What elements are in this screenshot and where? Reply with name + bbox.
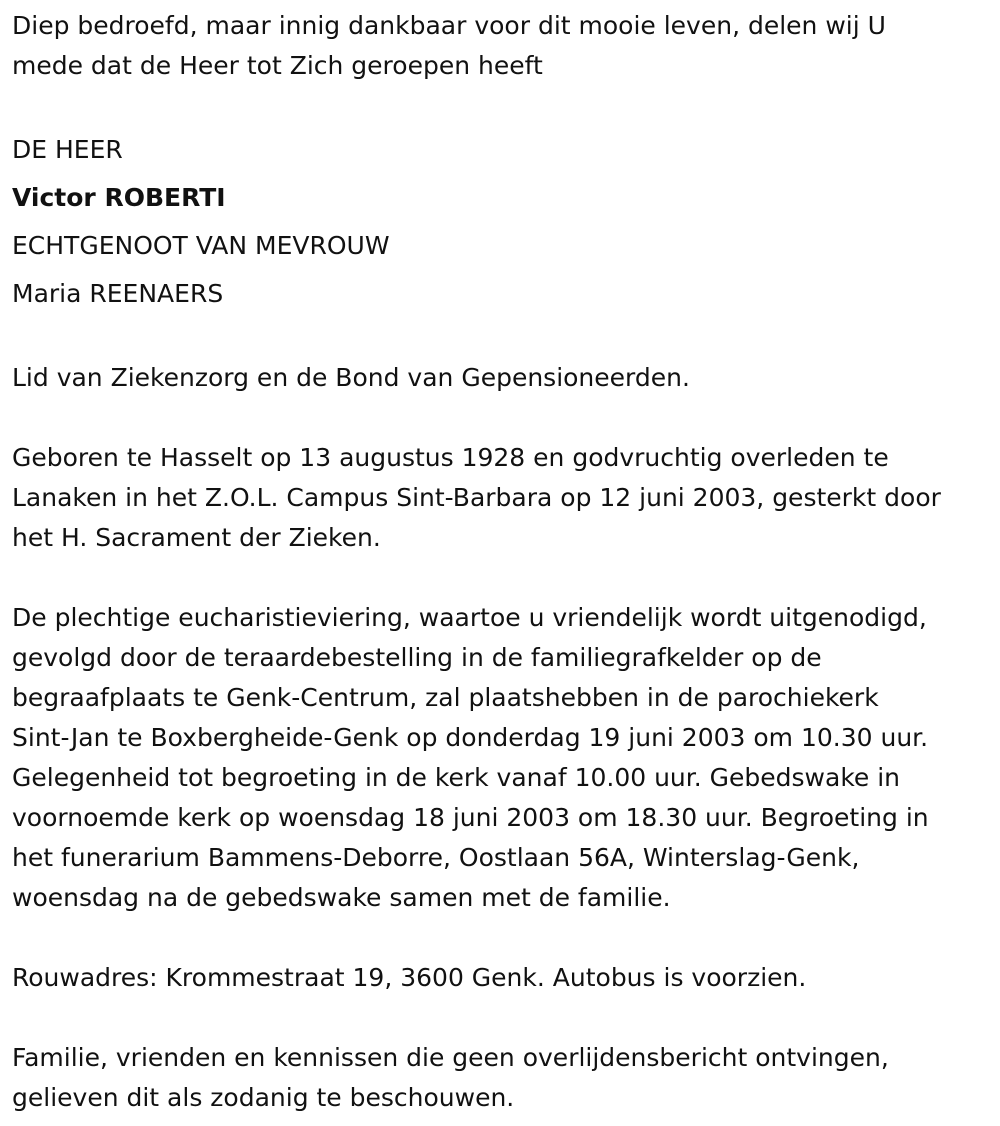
deceased-name: Victor ROBERTI [12, 183, 226, 212]
ceremony-line: De plechtige eucharistieviering, waartoe u vriendelijk wordt uitgenodigd, [12, 603, 927, 632]
mourning-address: Rouwadres: Krommestraat 19, 3600 Genk. Autobus is voorzien. [12, 963, 807, 992]
address-paragraph [12, 958, 988, 998]
intro-paragraph [12, 6, 988, 86]
honorific-title: DE HEER [12, 135, 123, 164]
intro-line-2: mede dat de Heer tot Zich geroepen heeft [12, 51, 543, 80]
ceremony-line: gevolgd door de teraardebestelling in de familiegrafkelder op de [12, 643, 822, 672]
birth-death-line: het H. Sacrament der Zieken. [12, 523, 381, 552]
spacer [12, 918, 988, 958]
membership-paragraph [12, 358, 988, 398]
closing-line: Familie, vrienden en kennissen die geen overlijdensbericht ontvingen, [12, 1043, 889, 1072]
ceremony-line: het funerarium Bammens-Deborre, Oostlaan 56A, Winterslag-Genk, [12, 843, 860, 872]
closing-line: gelieven dit als zodanig te beschouwen. [12, 1083, 515, 1112]
intro-line-1: Diep bedroefd, maar innig dankbaar voor dit mooie leven, delen wij U [12, 11, 886, 40]
ceremony-line: begraafplaats te Genk-Centrum, zal plaatshebben in de parochiekerk [12, 683, 879, 712]
spouse-relation: ECHTGENOOT VAN MEVROUW [12, 231, 390, 260]
spacer [12, 558, 988, 598]
ceremony-line: voornoemde kerk op woensdag 18 juni 2003 om 18.30 uur. Begroeting in [12, 803, 929, 832]
spacer [12, 998, 988, 1038]
ceremony-line: woensdag na de gebedswake samen met de familie. [12, 883, 671, 912]
ceremony-line: Gelegenheid tot begroeting in de kerk vanaf 10.00 uur. Gebedswake in [12, 763, 901, 792]
membership-line: Lid van Ziekenzorg en de Bond van Gepensioneerden. [12, 363, 690, 392]
birth-death-line: Lanaken in het Z.O.L. Campus Sint-Barbara op 12 juni 2003, gesterkt door [12, 483, 941, 512]
spacer [12, 318, 988, 358]
deceased-block [12, 126, 988, 318]
spacer [12, 86, 988, 126]
ceremony-paragraph [12, 598, 988, 918]
birth-death-line: Geboren te Hasselt op 13 augustus 1928 en godvruchtig overleden te [12, 443, 889, 472]
ceremony-line: Sint-Jan te Boxbergheide-Genk op donderdag 19 juni 2003 om 10.30 uur. [12, 723, 929, 752]
spacer [12, 398, 988, 438]
birth-death-paragraph [12, 438, 988, 558]
closing-paragraph [12, 1038, 988, 1118]
spouse-name: Maria REENAERS [12, 279, 224, 308]
